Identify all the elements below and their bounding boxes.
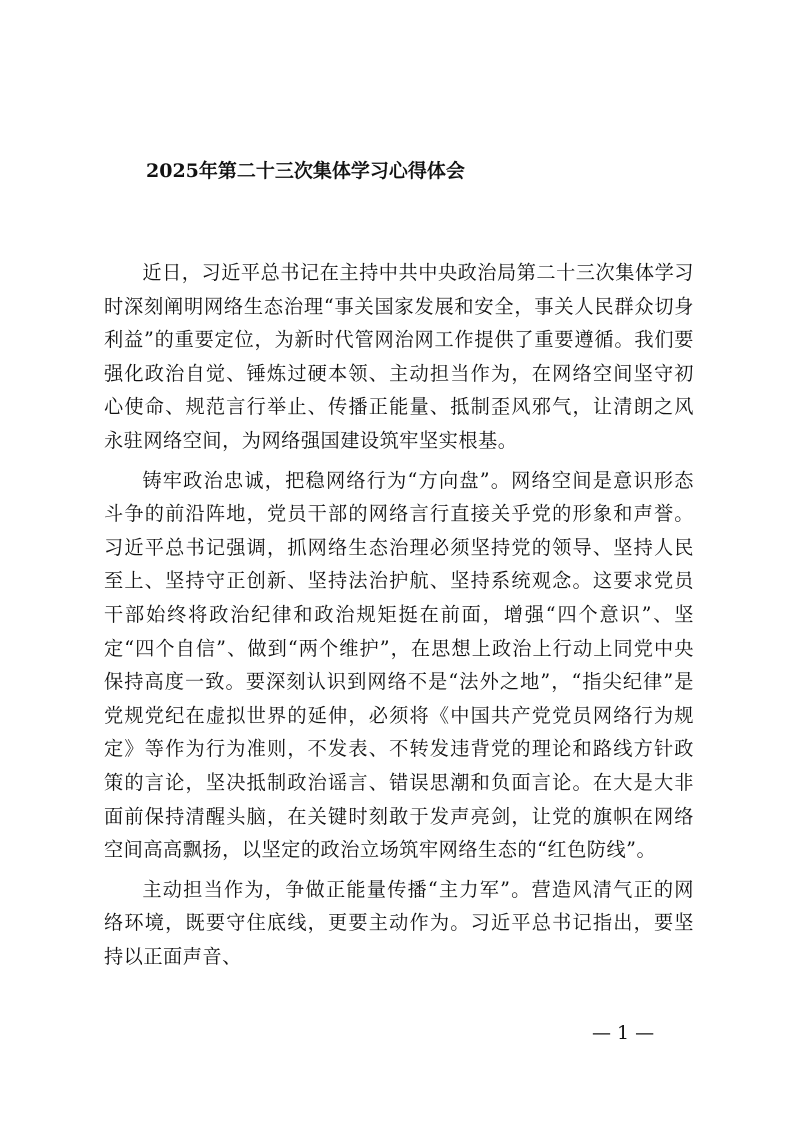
document-title: 2025年第二十三次集体学习心得体会	[146, 160, 465, 182]
page-number: — 1 —	[592, 1022, 655, 1044]
document-body	[104, 256, 694, 979]
paragraph-take-initiative: 主动担当作为，争做正能量传播“主力军”。营造风清气正的网络环境，既要守住底线，更要主动作为。习近平总书记指出，要坚持以正面声音、	[104, 877, 694, 968]
paragraph-intro: 近日，习近平总书记在主持中共中央政治局第二十三次集体学习时深刻阐明网络生态治理“事关国家发展和安全，事关人民群众切身利益”的重要定位，为新时代管网治网工作提供了重要遵循。我们要强化政治自觉、锤炼过硬本领、主动担当作为，在网络空间坚守初心使命、规范言行举止、传播正能量、抵制歪风邪气，让清朗之风永驻网络空间，为网络强国建设筑牢坚实根基。	[104, 261, 694, 452]
paragraph-political-loyalty: 铸牢政治忠诚，把稳网络行为“方向盘”。网络空间是意识形态斗争的前沿阵地，党员干部的网络言行直接关乎党的形象和声誉。习近平总书记强调，抓网络生态治理必须坚持党的领导、坚持人民至上、坚持守正创新、坚持法治护航、坚持系统观念。这要求党员干部始终将政治纪律和政治规矩挺在前面，增强“四个意识”、坚定“四个自信”、做到“两个维护”，在思想上政治上行动上同党中央保持高度一致。要深刻认识到网络不是“法外之地”，“指尖纪律”是党规党纪在虚拟世界的延伸，必须将《中国共产党党员网络行为规定》等作为行为准则，不发表、不转发违背党的理论和路线方针政策的言论，坚决抵制政治谣言、错误思潮和负面言论。在大是大非面前保持清醒头脑，在关键时刻敢于发声亮剑，让党的旗帜在网络空间高高飘扬，以坚定的政治立场筑牢网络生态的“红色防线”。	[104, 468, 694, 862]
